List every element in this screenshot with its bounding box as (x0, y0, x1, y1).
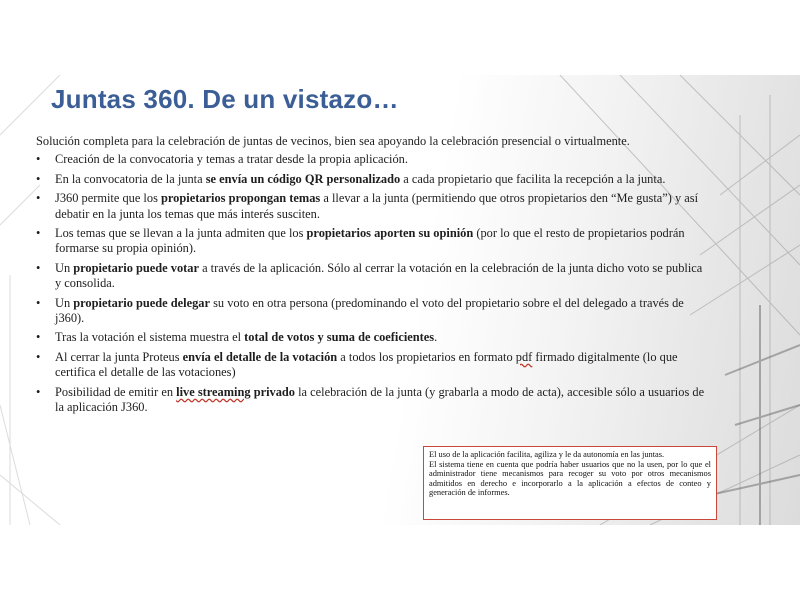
list-item: • Los temas que se llevan a la junta admiten que los propietarios aporten su opinión (por lo que el resto de propietarios podrán formarse su propia opinión). (36, 226, 685, 256)
note-paragraph: El sistema tiene en cuenta que podría haber usuarios que no la usen, por lo que el administrador tiene mecanismos para recoger su voto por otros mecanismos admitidos en derecho e incorporarlo a la aplicación a efectos de conteo y generación de informes. (429, 459, 711, 498)
note-box (423, 446, 717, 520)
list-item: • Creación de la convocatoria y temas a tratar desde la propia aplicación. (36, 152, 408, 167)
intro-text: Solución completa para la celebración de juntas de vecinos, bien sea apoyando la celebración presencial o virtualmente. (36, 134, 630, 148)
bullet-glyph: • (36, 384, 41, 399)
slide (0, 75, 800, 525)
list-item: • Un propietario puede delegar su voto en otra persona (predominando el voto del propietario sobre el del delegado a través de j360). (36, 295, 684, 326)
bullet-glyph: • (36, 226, 41, 241)
bullet-glyph: • (36, 260, 41, 275)
list-item: • Al cerrar la junta Proteus envía el detalle de la votación a todos los propietarios en formato pdf firmado digitalmente (lo que certifica el detalle de las votaciones) (36, 349, 678, 380)
feature-list (36, 152, 711, 415)
bullet-glyph: • (36, 152, 41, 167)
list-item: • Tras la votación el sistema muestra el total de votos y suma de coeficientes. (36, 330, 438, 345)
bullet-glyph: • (36, 171, 41, 186)
note-paragraph: El uso de la aplicación facilita, agiliza y le da autonomía en las juntas. (429, 450, 665, 459)
slide-title: Juntas 360. De un vistazo… (51, 84, 399, 114)
content-body (36, 134, 711, 420)
bullet-glyph: • (36, 349, 41, 364)
bullet-glyph: • (36, 295, 41, 310)
list-item: • J360 permite que los propietarios propongan temas a llevar a la junta (permitiendo que otros propietarios den “Me gusta”) y así debatir en la junta los temas que más interés susciten. (36, 191, 699, 221)
list-item: • Un propietario puede votar a través de la aplicación. Sólo al cerrar la votación en la celebración de la junta dicho voto se publica y consolida. (36, 260, 703, 291)
list-item: • Posibilidad de emitir en live streaming privado la celebración de la junta (y grabarla a modo de acta), accesible sólo a usuarios de la aplicación J360. (36, 384, 705, 415)
bullet-glyph: • (36, 191, 41, 206)
bullet-glyph: • (36, 330, 41, 345)
list-item: • En la convocatoria de la junta se envía un código QR personalizado a cada propietario que facilita la recepción a la junta. (36, 171, 666, 186)
